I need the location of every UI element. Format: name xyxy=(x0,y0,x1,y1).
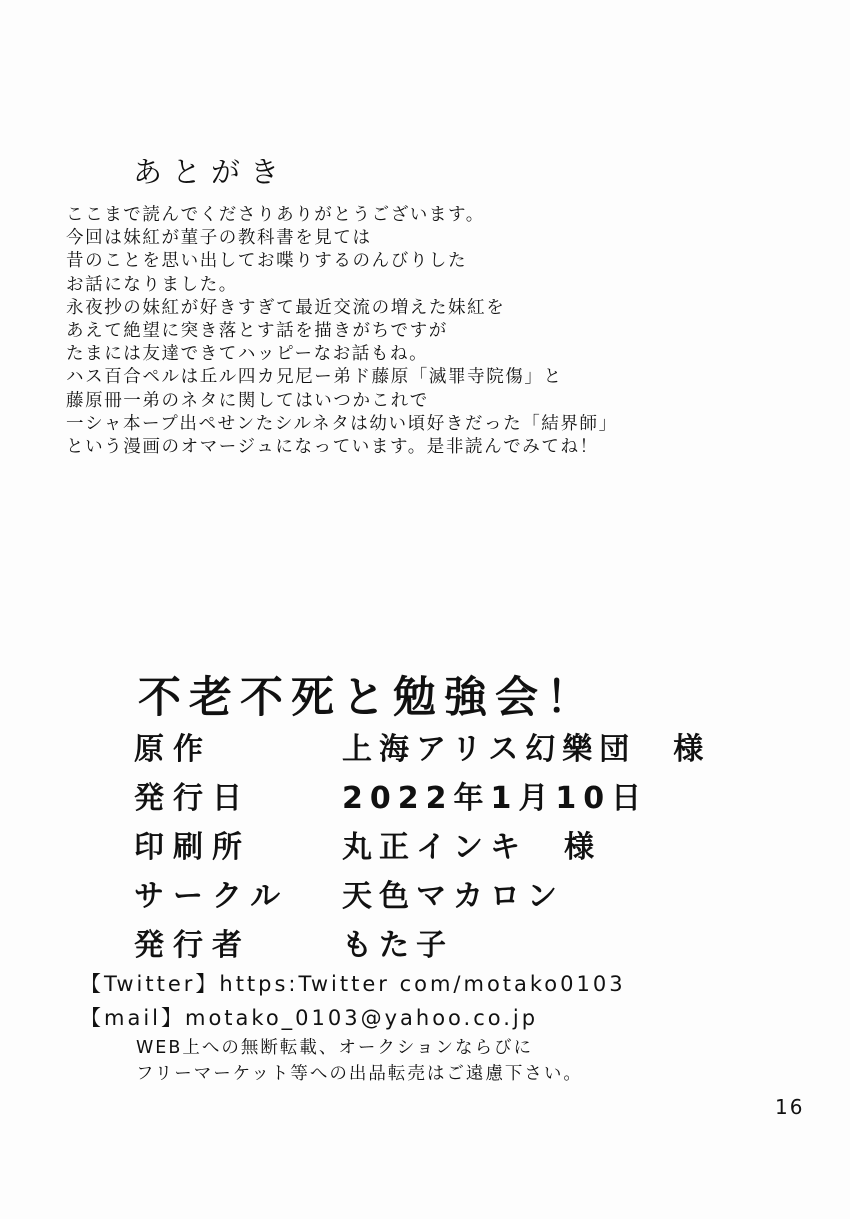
colophon-value: 上海アリス幻樂団 様 xyxy=(342,732,711,767)
afterword-line: お話になりました。 xyxy=(66,274,238,295)
afterword-line: 永夜抄の妹紅が好きすぎて最近交流の増えた妹紅を xyxy=(66,297,506,318)
notice-line: フリーマーケット等への出品転売はご遠慮下さい。 xyxy=(136,1064,583,1084)
afterword-line: という漫画のオマージュになっています。是非読んでみてね！ xyxy=(66,436,599,457)
afterword-heading: あとがき xyxy=(133,155,290,189)
colophon-label: サークル xyxy=(134,879,290,914)
colophon-row-publisher xyxy=(134,920,814,969)
contact-info xyxy=(80,967,626,1035)
afterword-line: 藤原冊一弟のネタに関してはいつかこれで xyxy=(66,390,429,411)
colophon-value: 丸正インキ 様 xyxy=(342,830,601,865)
colophon-row-publish-date xyxy=(134,773,814,822)
book-title: 不老不死と勉強会！ xyxy=(138,673,597,723)
notice-line: WEB上への無断転載、オークションならびに xyxy=(136,1038,534,1058)
colophon-value: 天色マカロン xyxy=(342,879,564,914)
reprint-notice xyxy=(136,1035,583,1087)
mail-contact: 【mail】motako_0103@yahoo.co.jp xyxy=(80,1006,539,1030)
colophon-label: 発行日 xyxy=(134,781,251,816)
afterword-body xyxy=(66,204,806,459)
afterword-line: あえて絶望に突き落とす話を描きがちですが xyxy=(66,320,448,341)
colophon-row-original-work xyxy=(134,724,814,773)
afterword-line: ここまで読んでくださりありがとうございます。 xyxy=(66,205,485,225)
afterword-line: ハス百合ペルは丘ル四カ兄尼ー弟ド藤原「滅罪寺院傷」と xyxy=(66,367,563,388)
twitter-contact: 【Twitter】https:Twitter com/motako0103 xyxy=(80,972,626,996)
page-number: 16 xyxy=(775,1095,805,1119)
colophon-value: 2022年1月10日 xyxy=(342,781,649,816)
afterword-line: 一シャ本ープ出ペせンたシルネタは幼い頃好きだった「結界師」 xyxy=(66,413,618,434)
afterword-line: 今回は妹紅が菫子の教科書を見ては xyxy=(66,228,372,249)
colophon xyxy=(134,724,814,969)
colophon-label: 発行者 xyxy=(134,928,251,963)
colophon-label: 印刷所 xyxy=(134,830,251,865)
colophon-label: 原作 xyxy=(134,732,212,767)
colophon-value: もた子 xyxy=(342,928,453,963)
colophon-row-circle xyxy=(134,871,814,920)
colophon-row-printer xyxy=(134,822,814,871)
afterword-line: たまには友達できてハッピーなお話もね。 xyxy=(66,344,429,365)
afterword-line: 昔のことを思い出してお喋りするのんびりした xyxy=(66,251,468,272)
